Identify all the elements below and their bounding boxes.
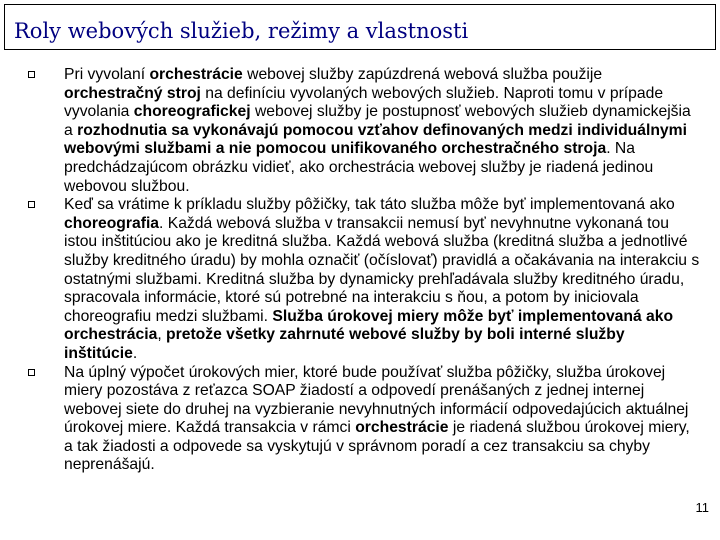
- bullet-text-segment: rozhodnutia sa vykonávajú pomocou vzťahov definovaných medzi individuálnymi webovými službami a nie pomocou unifikovaného orchestračného stroja: [64, 121, 687, 158]
- bullet-text-segment: Keď sa vrátime k príkladu služby pôžičky, tak táto služba môže byť implementovaná ako: [64, 196, 675, 214]
- bullet-text-segment: choreografickej: [133, 103, 251, 121]
- bullet-list: [28, 66, 700, 475]
- bullet-text-segment: webovej služby zapúzdrená webová služba použije: [242, 66, 603, 83]
- bullet-item: [28, 196, 700, 363]
- bullet-text-segment: . Každá webová služba v transakcii nemusí byť nevyhnutne vykonaná tou istou inštitúciou ako je kreditná služba. Každá webová služba (kreditná služba a jednotlivé služby kreditného úradu) by mohla označiť (očíslovať) pravidlá a očakávania na interakciu s ostatnými službami. Kreditná služba by dynamicky prehľadávala služby kreditného úradu, spracovala informácie, ktoré sú potrebné na interakciu s ňou, a potom by iniciovala choreografiu medzi službami.: [64, 214, 700, 325]
- bullet-text-segment: Služba úrokovej miery môže byť implementovaná ako orchestrácia: [64, 307, 674, 344]
- square-bullet-icon: [28, 71, 35, 78]
- bullet-text-segment: pretože všetky zahrnuté webové služby by boli interné služby inštitúcie: [64, 326, 625, 362]
- page-number: 11: [695, 500, 709, 515]
- bullet-text-segment: na definíciu vyvolaných webových služieb. Naproti tomu v prípade vyvolania: [64, 84, 664, 121]
- bullet-text-segment: orchestrácie: [149, 66, 243, 83]
- bullet-text-segment: Pri vyvolaní: [64, 66, 150, 83]
- bullet-text-segment: ,: [157, 326, 167, 344]
- title-box: [4, 4, 716, 50]
- bullet-text-segment: je riadená službou úrokovej miery, a tak žiadosti a odpovede sa vyskytujú v správnom poradí a cez transakciu sa chyby neprenášajú.: [64, 419, 690, 474]
- slide-title: Roly webových služieb, režimy a vlastnosti: [14, 19, 469, 43]
- bullet-item: [28, 66, 700, 196]
- bullet-text-segment: . Na predchádzajúcom obrázku vidieť, ako orchestrácia webovej služby je riadená jedinou webovou službou.: [64, 140, 654, 195]
- bullet-text-segment: .: [132, 344, 138, 362]
- bullet-text-segment: orchestrácie: [355, 419, 449, 437]
- bullet-item: [28, 364, 700, 476]
- bullet-text-segment: choreografia: [64, 214, 160, 232]
- bullet-text-segment: orchestračný stroj: [64, 84, 201, 102]
- bullet-text-segment: Na úplný výpočet úrokových mier, ktoré bude používať služba pôžičky, služba úrokovej miery pozostáva z reťazca SOAP žiadostí a odpovedí prenášaných z jednej internej webovej siete do druhej na vyzbieranie nevyhnutných informácií odpovedajúcich aktuálnej úrokovej miere. Každá transakcia v rámci: [64, 363, 689, 437]
- bullet-text-segment: webovej služby je postupnosť webových služieb dynamickejšia a: [64, 103, 691, 139]
- square-bullet-icon: [28, 369, 35, 376]
- square-bullet-icon: [28, 201, 35, 208]
